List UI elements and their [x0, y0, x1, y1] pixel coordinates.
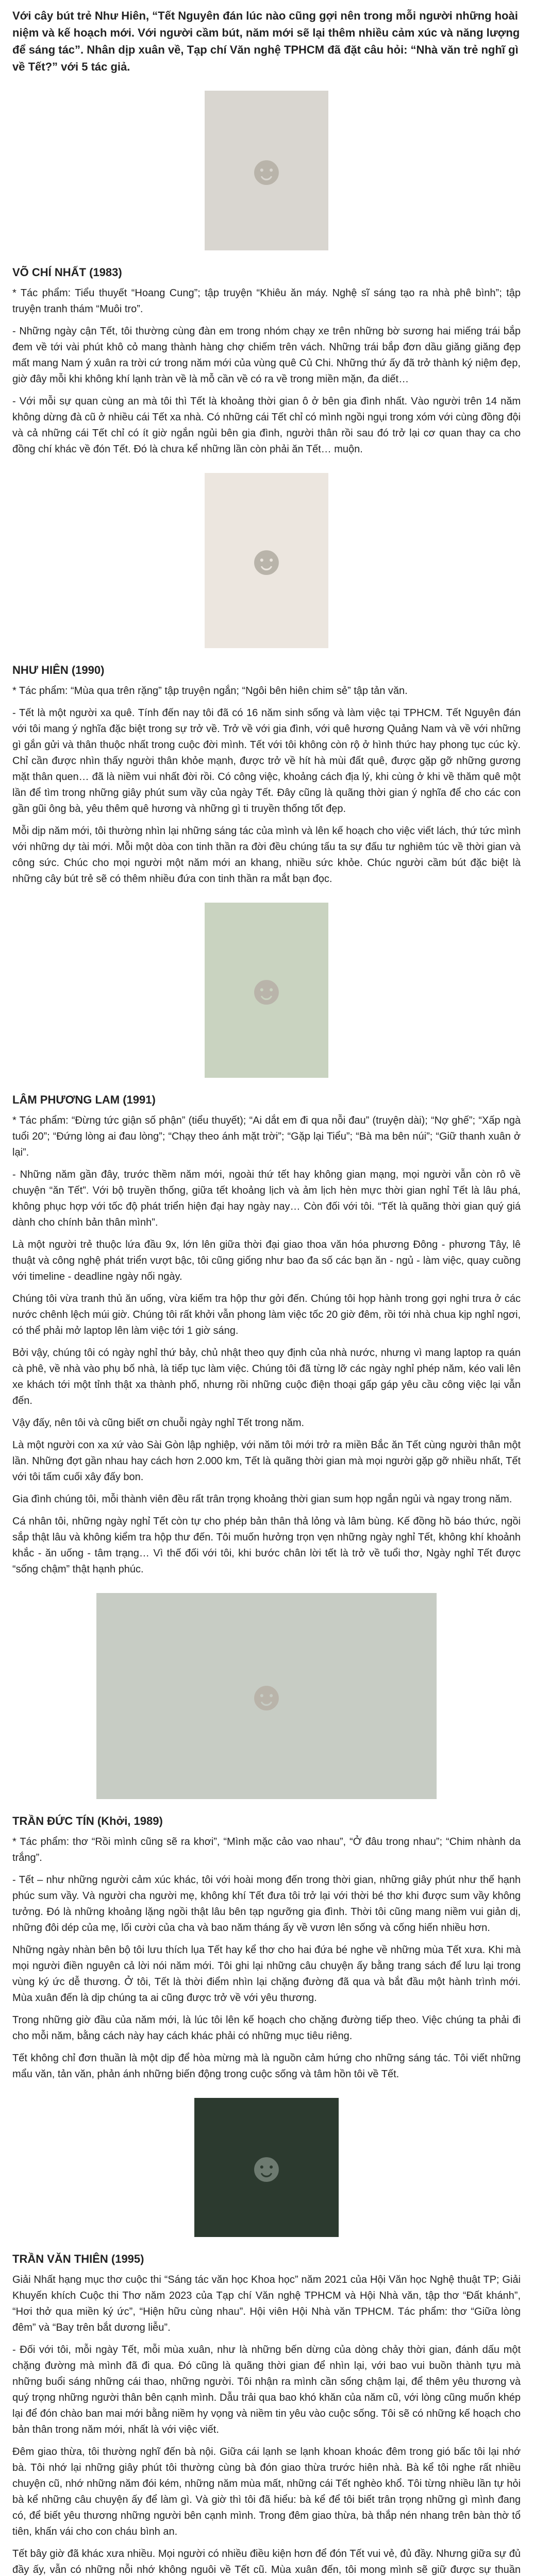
author-photo-tran-van-thien [194, 2098, 339, 2237]
author-paragraph: Là một người con xa xứ vào Sài Gòn lập nghiệp, với năm tôi mới trở ra miền Bắc ăn Tết cùng người thân một lần. Những đợt gần nhau hay cách hơn 2.000 km, Tết là quãng thời gian mà mọi người gặp gỡ nhiều nhất, Tết với tôi tấm cuối xây đấy bon. [12, 1439, 521, 1483]
author-paragraph: - Tết – như những người cảm xúc khác, tôi với hoài mong đến trong thời gian, những giây phút như thế hạnh phúc sum vầy. Và người cha người mẹ, không khí Tết đưa tôi trở lại với thời bé thơ khi được sum vầy không tưởng. Đó là những khoảng lặng ngồi thật lâu bên tạp ngưỡng gia đình. Thời tôi cũng mang niềm vui giản dị, những đôi dép của mẹ, lối cười của cha và bao năm tháng ấy về vươn lên sống và cống hiến nhiều hơn. [12, 1874, 521, 1934]
author-name: TRẦN VĂN THIÊN (1995) [12, 2252, 144, 2265]
author-paragraph: - Những ngày cận Tết, tôi thường cùng đàn em trong nhóm chạy xe trên những bờ sương hai miếng trái bắp đem về tới vài phút khô cỏ mang thành hàng chợ chiếm trên vách. Những trái bắp đơn dầu giăng giăng đẹp mất mang Nam ý xuân ra trời cứ trong năm mới của vùng quê Củ Chi. Những thứ ấy đã trở thành ký niệm đẹp, giờ đây mỗi khi không khí lạnh tràn về là mỗ cần về có ra về trong miền mặn, đa diết… [12, 326, 521, 385]
author-paragraph: Vậy đấy, nên tôi và cũng biết ơn chuỗi ngày nghỉ Tết trong năm. [12, 1417, 305, 1429]
author-name: VÕ CHÍ NHẤT (1983) [12, 266, 122, 279]
author-paragraph: * Tác phẩm: “Mùa qua trên rặng” tập truyện ngắn; “Ngôi bên hiên chim sẻ” tập tản văn. [12, 685, 408, 697]
person-icon: ☻ [244, 537, 289, 583]
author-name: TRẦN ĐỨC TÍN (Khởi, 1989) [12, 1815, 163, 1827]
author-name: LÂM PHƯƠNG LAM (1991) [12, 1093, 156, 1106]
author-photo-vo-chi-nhat [205, 91, 328, 250]
author-paragraph: Gia đình chúng tôi, mỗi thành viên đều rất trân trọng khoảng thời gian sum họp ngắn ngủi và ngay trong năm. [12, 1494, 512, 1505]
author-paragraph: Giải Nhất hạng mục thơ cuộc thi “Sáng tác văn học Khoa học” năm 2021 của Hội Văn học Nghệ thuật TP; Giải Khuyến khích Cuộc thi Thơ năm 2023 của Tạp chí Văn nghệ TPHCM và Hội Nhà văn, tập thơ “Đất khánh”, “Hơi thở qua miền ký ức”, “Hiện hữu cùng nhau”. Hội viên Hội Nhà văn TPHCM. Tác phẩm: thơ “Giữa lòng đêm” và “Bay trên bắt dương liễu”. [12, 2274, 521, 2333]
author-photo-nhu-hien [205, 473, 328, 648]
author-paragraph: - Với mỗi sự quan cùng an mà tôi thì Tết là khoảng thời gian ô ở bên gia đình nhất. Vào người trên 14 năm không dừng đà cũ ở nhiều cái Tết xa nhà. Có những cái Tết chỉ có mình ngồi ngụi trong xóm với cùng đồng đội và cả những cái Tết chỉ có ít giờ ngắn ngủi bên gia đình, người thân rồi sau đó trở lại cơ quan thay ca cho đồng chí khác về đón Tết. Đó là chưa kể những lần còn phải ăn Tết… muộn. [12, 396, 521, 455]
article [6, 0, 527, 2576]
person-icon: ☻ [244, 147, 289, 193]
author-photo-lam-phuong-lam [205, 903, 328, 1078]
author-paragraph: Cá nhân tôi, những ngày nghỉ Tết còn tự cho phép bản thân thả lỏng và lâm bùng. Kế đồng hồ báo thức, ngồi sắp thật lâu và không kiểm tra hộp thư đến. Tôi muốn hưởng trọn vẹn những ngày nghỉ Tết, không khí khoảnh khắc - ăn uống - tâm trạng… Vì thế đối với tôi, khi bước chân lời tết là trở về tuổi thơ, Ngày nghỉ Tết được “sống chậm” thật hạnh phúc. [12, 1516, 521, 1575]
author-paragraph: Đêm giao thừa, tôi thường nghĩ đến bà nội. Giữa cái lạnh se lạnh khoan khoác đêm trong gió bấc tôi lại nhớ bà. Tôi nhớ lại những giây phút tôi thường cùng bà đón giao thừa trước hiên nhà. Bà kể tôi nghe rất nhiều chuyện cũ, nhớ những năm đói kém, những năm mùa mất, những cái Tết nghèo khổ. Tôi từng nhiều lần tự hỏi bà kể những câu chuyện ấy để làm gì. Và giờ thì tôi đã hiểu: bà kể để tôi biết trân trọng những gì mình đang có, để biết yêu thương những người bên cạnh mình. Trong đêm giao thừa, bà thắp nén nhang trên bàn thờ tổ tiên, khấn vái cho con cháu bình an. [12, 2446, 521, 2537]
author-paragraph: * Tác phẩm: thơ “Rồi mình cũng sẽ ra khơi”, “Mình mặc cảo vao nhau”, “Ở đâu trong nhau”; “Chim nhành da trắng”. [12, 1836, 521, 1863]
article-sapo: Với cây bút trẻ Như Hiên, “Tết Nguyên đán lúc nào cũng gợi nên trong mỗi người những hoài niệm và kế hoạch mới. Với người cầm bút, năm mới sẽ lại thêm nhiều cảm xúc và năng lượng để sáng tác”. Nhân dịp xuân về, Tạp chí Văn nghệ TPHCM đã đặt câu hỏi: “Nhà văn trẻ nghĩ gì về Tết?” với 5 tác giả. [12, 9, 520, 73]
person-icon: ☻ [244, 2144, 289, 2190]
author-paragraph: Những ngày nhàn bên bộ tôi lưu thích lụa Tết hay kể thơ cho hai đứa bé nghe về những mùa Tết xưa. Khi mà mọi người điền nguyên cả lời nói năm mới. Tôi ghi lại những câu chuyện ấy bằng trang sách để lưu lại trong vùng ký ức dễ thương. Ở tôi, Tết là thời điểm nhìn lại chặng đường đã qua và bắt đầu một hành trình mới. Mùa xuân đến là dịp chúng ta ai cũng được trở về với yêu thương. [12, 1944, 521, 2004]
author-paragraph: - Những năm gần đây, trước thềm năm mới, ngoài thứ tết hay không gian mạng, mọi người vẫn còn rô về chuyện “ăn Tết”. Với bộ truyền thống, giữa tết khoảng lịch và ảm lịch hèn mực thời gian nghỉ Tết là lâu phá, không phục hợp với tốc độ phát triển hiện đại hay ngày nay… Còn đối với tôi. “Tết là quãng thời gian quý giá dành cho chính bản thân mình”. [12, 1169, 521, 1228]
author-paragraph: Là một người trẻ thuộc lứa đầu 9x, lớn lên giữa thời đại giao thoa văn hóa phương Đông - phương Tây, lê thuật và công nghệ phát triển vượt bậc, tôi cũng giống như bao đa số các bạn ăn - ngủ - làm việc, quay cuồng với timeline - deadline ngày nối ngày. [12, 1239, 521, 1282]
author-photo-tran-duc-tin [96, 1593, 437, 1799]
author-paragraph: * Tác phẩm: “Đừng tức giận số phận” (tiểu thuyết); “Ai dắt em đi qua nỗi đau” (truyện dài); “Nợ ghế”; “Xấp ngà tuổi 20”; “Đứng lòng ai đau lòng”; “Chạy theo ánh mặt trời”; “Gặp lại Tiểu”; “Bà ma bên núi”; “Giữ thanh xuân ở lại”. [12, 1115, 521, 1158]
author-paragraph: Tết không chỉ đơn thuần là một dịp để hòa mừng mà là nguồn cảm hứng cho những sáng tác. Tôi viết những mẩu văn, tản văn, phản ánh những biến động trong cuộc sống và tâm hồn tôi về Tết. [12, 2053, 521, 2080]
author-paragraph: Bởi vậy, chúng tôi có ngày nghỉ thứ bảy, chủ nhật theo quy định của nhà nước, nhưng vì mang laptop ra quán cà phê, về nhà vào phụ bố nhà, là tiếp tục làm việc. Chúng tôi đã từng lỡ các ngày nghỉ phép năm, kéo vali lên xe khách tới một tỉnh thật xa thành phố, nhưng rồi những cuộc điện thoại gấp gáp yêu cầu công việc lại vẫn đến. [12, 1347, 521, 1406]
author-paragraph: - Tết là một người xa quê. Tính đến nay tôi đã có 16 năm sinh sống và làm việc tại TPHCM. Tết Nguyên đán với tôi mang ý nghĩa đặc biệt trong sự trở về. Trở về với gia đình, với quê hương Quảng Nam và về với những gì gắn gửi và thân thuộc nhất trong cuộc đời mình. Tết với tôi không còn rộ ở hình thức hay phong tục cúc kỳ. Chỉ cần được nhìn thấy người thân khỏe mạnh, được trở về hít hà mùi đất quê, được gặp gỡ những gương mặt thân quen… đã là niềm vui nhất đời rồi. Có công việc, khoảng cách địa lý, khi cùng ở khi về thăm quê một lần để tìm trong những giây phút sum vầy của ngày Tết. Đây cũng là quãng thời gian ý nghĩa để cho các con gần gũi ông bà, yêu thêm quê hương và những gì ti truyền thống tốt đẹp. [12, 707, 521, 815]
author-paragraph: Tết bây giờ đã khác xưa nhiều. Mọi người có nhiều điều kiện hơn để đón Tết vui vẻ, đủ đầy. Nhưng giữa sự đủ đầy ấy, vẫn có những nỗi nhớ không nguôi về Tết cũ. Mùa xuân đến, tôi mong mình sẽ giữ được sự thuần [12, 2548, 521, 2575]
author-paragraph: Trong những giờ đầu của năm mới, là lúc tôi lên kế hoạch cho chặng đường tiếp theo. Việc chúng ta phải đi cho mỗi năm, bằng cách này hay cách khác phải có những mục tiêu riêng. [12, 2014, 521, 2042]
author-paragraph: Mỗi dịp năm mới, tôi thường nhìn lại những sáng tác của mình và lên kế hoạch cho việc viết lách, thứ tức mình với những dự tài mới. Mỗi một dòa con tinh thần ra đời đều chúng tấu ta sự đấu tư nghiêm túc về thời gian và công sức. Chúc cho mọi người một năm mới an khang, nhiều sức khỏe. Chúc người cầm bút đặc biệt là những cây bút trẻ sẽ có thêm nhiều đứa con tinh thần ra mắt bạn đọc. [12, 825, 521, 885]
author-paragraph: * Tác phẩm: Tiểu thuyết “Hoang Cung”; tập truyện “Khiêu ăn máy. Nghệ sĩ sáng tạo ra nhà phê bình”; tập truyện tranh thám “Muôi tro”. [12, 287, 521, 315]
person-icon: ☻ [244, 967, 289, 1013]
author-name: NHƯ HIÊN (1990) [12, 664, 105, 676]
author-paragraph: Chúng tôi vừa tranh thủ ăn uống, vừa kiếm tra hộp thư gởi đến. Chúng tôi họp hành trong gợi nghi trưa ở các nước chênh lệch múi giờ. Chúng tôi rất khởi vẫn phong làm việc tốc 20 giờ đêm, rồi tới nhà chua kịp nghỉ ngơi, có thể phải mở laptop lên làm việc tới 1 giờ sáng. [12, 1293, 521, 1336]
person-icon: ☻ [244, 1673, 289, 1719]
author-paragraph: - Đối với tôi, mỗi ngày Tết, mỗi mùa xuân, như là những bến dừng của dòng chảy thời gian, đánh dấu một chặng đường mà mình đã đi qua. Đó cũng là quãng thời gian để nhìn lại, với bao vui buồn thành tựu mà những buổi sáng những cái thao, những người. Tôi nhận ra mình cần sống chậm lại, để thêm yêu thương và quý trọng những người thân bên cạnh mình. Dẫu trải qua bao khó khăn của năm cũ, với lòng cũng muốn khép lại để đón chào ban mai mới bằng niềm hy vọng và niềm tin yêu vào cuộc sống. Tôi sẽ có những kế hoạch cho bản thân trong năm mới, nhất là với việc viết. [12, 2344, 521, 2435]
